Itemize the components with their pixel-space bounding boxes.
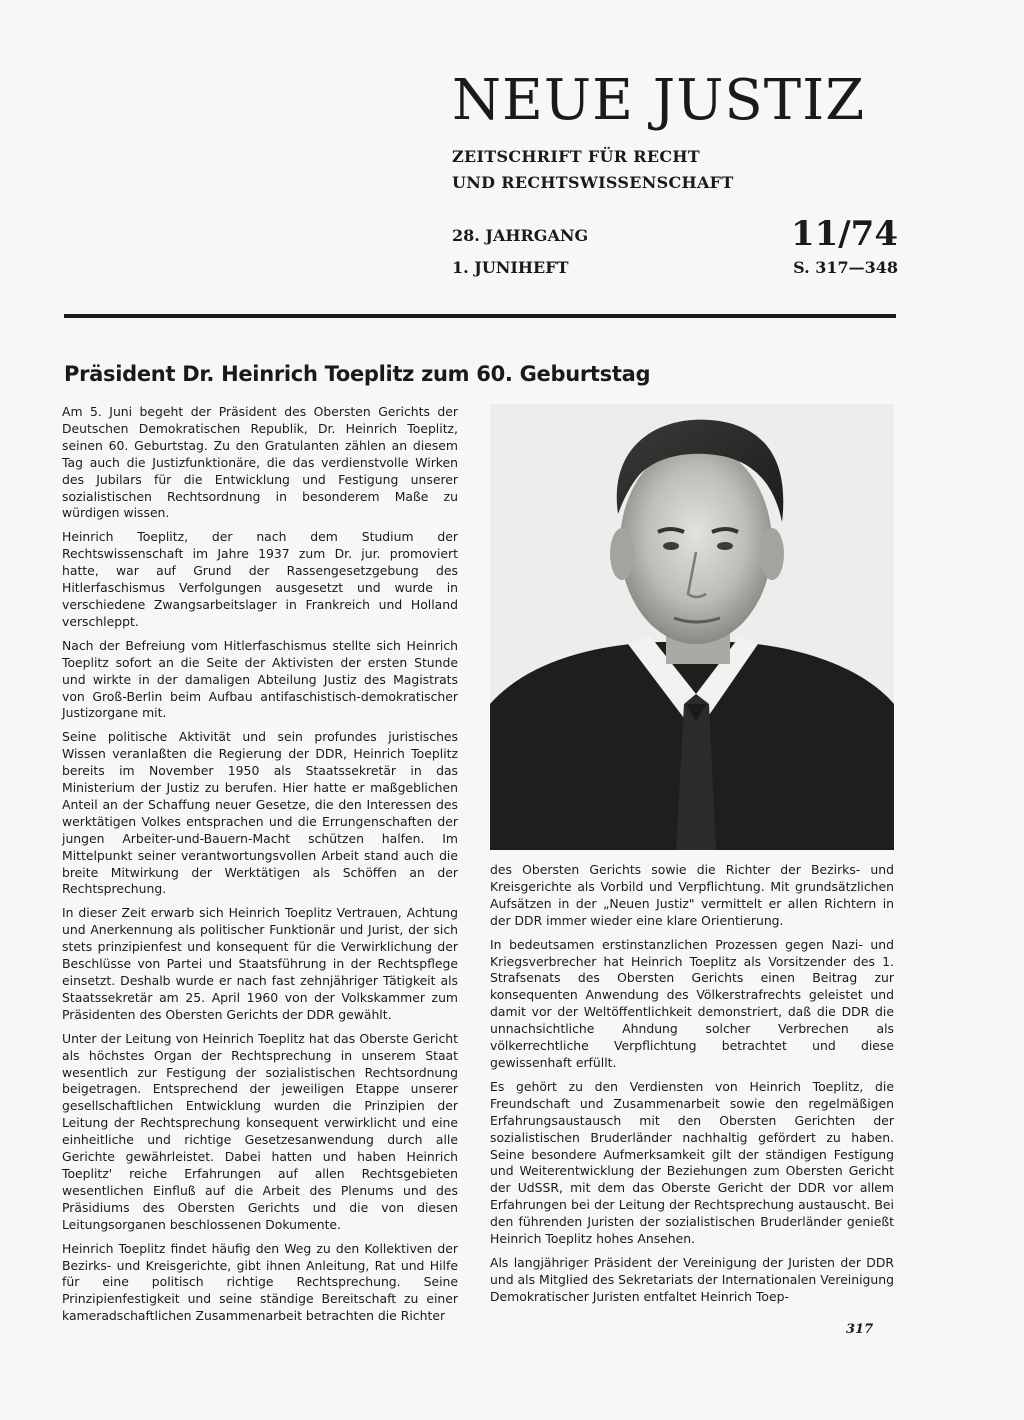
- article-headline: Präsident Dr. Heinrich Toeplitz zum 60. Geburtstag: [64, 362, 651, 386]
- article-paragraph: Es gehört zu den Verdiensten von Heinrich Toeplitz, die Freundschaft und Zusammenarbeit sowie den regelmäßigen Erfahrungsaustausch mit den Obersten Gerichten der sozialistischen Bruderländer nachhaltig gefördert zu haben. Seine besondere Aufmerksamkeit gilt der ständigen Festigung und Weiterentwicklung der Beziehungen zum Obersten Gericht der UdSSR, mit dem das Oberste Gericht der DDR vor allem Erfahrungen bei der Leitung der Rechtsprechung austauscht. Bei den führenden Juristen der sozialistischen Bruderländer genießt Heinrich Toeplitz hohes Ansehen.: [490, 1078, 894, 1247]
- subtitle-line-1: ZEITSCHRIFT FÜR RECHT: [452, 147, 701, 166]
- header-rule: [64, 314, 896, 318]
- masthead: [452, 70, 902, 196]
- portrait-photo: [490, 404, 894, 850]
- page-number: 317: [846, 1322, 874, 1337]
- issue-number: 11/74: [790, 214, 898, 254]
- article-paragraph: Als langjähriger Präsident der Vereinigung der Juristen der DDR und als Mitglied des Sekretariats der Internationalen Vereinigung Demokratischer Juristen entfaltet Heinrich Toep-: [490, 1254, 894, 1304]
- article-paragraph: Nach der Befreiung vom Hitlerfaschismus stellte sich Heinrich Toeplitz sofort an die Seite der Aktivisten der ersten Stunde und wirkte in der damaligen Abteilung Justiz des Magistrats von Groß-Berlin beim Aufbau antifaschistisch-demokratischer Justizorgane mit.: [62, 637, 458, 721]
- article-paragraph: Am 5. Juni begeht der Präsident des Obersten Gerichts der Deutschen Demokratischen Republik, Dr. Heinrich Toeplitz, seinen 60. Geburtstag. Zu den Gratulanten zählen an diesem Tag auch die Justizfunktionäre, die das verdienstvolle Wirken des Jubilars für die Entwicklung und Festigung unserer sozialistischen Rechtsordnung in besonderem Maße zu würdigen wissen.: [62, 404, 458, 521]
- article-paragraph: In dieser Zeit erwarb sich Heinrich Toeplitz Vertrauen, Achtung und Anerkennung als politischer Funktionär und Jurist, der sich stets prinzipienfest und konsequent für die Verwirklichung der Beschlüsse von Partei und Staatsführung in der Rechtspflege einsetzt. Deshalb wurde er nach fast zehnjähriger Tätigkeit als Staatssekretär am 25. April 1960 von der Volkskammer zum Präsidenten des Obersten Gerichts der DDR gewählt.: [62, 905, 458, 1022]
- volume-label: 28. JAHRGANG: [452, 226, 589, 245]
- article-paragraph: des Obersten Gerichts sowie die Richter der Bezirks- und Kreisgerichte als Vorbild und Verpflichtung. Mit grundsätzlichen Aufsätzen in der „Neuen Justiz" vermittelt er allen Richtern in der DDR immer wieder eine klare Orientierung.: [490, 862, 894, 928]
- journal-subtitle: [452, 144, 902, 196]
- page-range: S. 317—348: [793, 258, 898, 277]
- journal-title: NEUE JUSTIZ: [452, 68, 866, 133]
- issue-part-label: 1. JUNIHEFT: [452, 258, 569, 277]
- article-column-left: [62, 404, 458, 1332]
- article-paragraph: Heinrich Toeplitz, der nach dem Studium der Rechtswissenschaft im Jahre 1937 zum Dr. jur. promoviert hatte, war auf Grund der Rassengesetzgebung des Hitlerfaschismus Verfolgungen ausgesetzt und wurde in verschiedene Zwangsarbeitslager in Frankreich und Holland verschleppt.: [62, 529, 458, 629]
- article-paragraph: In bedeutsamen erstinstanzlichen Prozessen gegen Nazi- und Kriegsverbrecher hat Heinrich Toeplitz als Vorsitzender des 1. Strafsenats des Obersten Gerichts einen Beitrag zur konsequenten Anwendung des Völkerstrafrechts geleistet und damit vor der Weltöffentlichkeit demonstriert, daß die DDR die unnachsichtliche Ahndung solcher Verbrechen als völkerrechtliche Verpflichtung betrachtet und diese gewissenhaft erfüllt.: [490, 936, 894, 1070]
- article-paragraph: Heinrich Toeplitz findet häufig den Weg zu den Kollektiven der Bezirks- und Kreisgerichte, gibt ihnen Anleitung, Rat und Hilfe für eine politisch richtige Rechtsprechung. Seine Prinzipienfestigkeit und seine ständige Bereitschaft zu einer kameradschaftlichen Zusammenarbeit betrachten die Richter: [62, 1240, 458, 1324]
- article-column-right: [490, 862, 894, 1313]
- issue-info: [452, 214, 902, 290]
- portrait-illustration: [490, 404, 894, 850]
- article-paragraph: Seine politische Aktivität und sein profundes juristisches Wissen veranlaßten die Regierung der DDR, Heinrich Toeplitz bereits im November 1950 als Staatssekretär in das Ministerium der Justiz zu berufen. Hier hatte er maßgeblichen Anteil an der Schaffung neuer Gesetze, die den Interessen des werktätigen Volkes entsprachen und die Errungenschaften der jungen Arbeiter-und-Bauern-Macht schützen halfen. Im Mittelpunkt seiner verantwortungsvollen Arbeit stand auch die breite Mitwirkung der Werktätigen als Schöffen an der Rechtsprechung.: [62, 729, 458, 897]
- subtitle-line-2: UND RECHTSWISSENSCHAFT: [452, 173, 734, 192]
- article-paragraph: Unter der Leitung von Heinrich Toeplitz hat das Oberste Gericht als höchstes Organ der Rechtsprechung in unserem Staat wesentlich zur Festigung der sozialistischen Rechtsordnung beigetragen. Entsprechend der jeweiligen Etappe unserer gesellschaftlichen Entwicklung wurden die Prinzipien der Leitung der Rechtsprechung konsequent verwirklicht und eine einheitliche und richtige Gesetzesanwendung durch alle Gerichte gewährleistet. Dabei hatten und haben Heinrich Toeplitz' reiche Erfahrungen auf allen Rechtsgebieten wesentlichen Einfluß auf die Arbeit des Plenums und des Präsidiums des Obersten Gerichts und die von diesen Leitungsorganen beschlossenen Dokumente.: [62, 1030, 458, 1232]
